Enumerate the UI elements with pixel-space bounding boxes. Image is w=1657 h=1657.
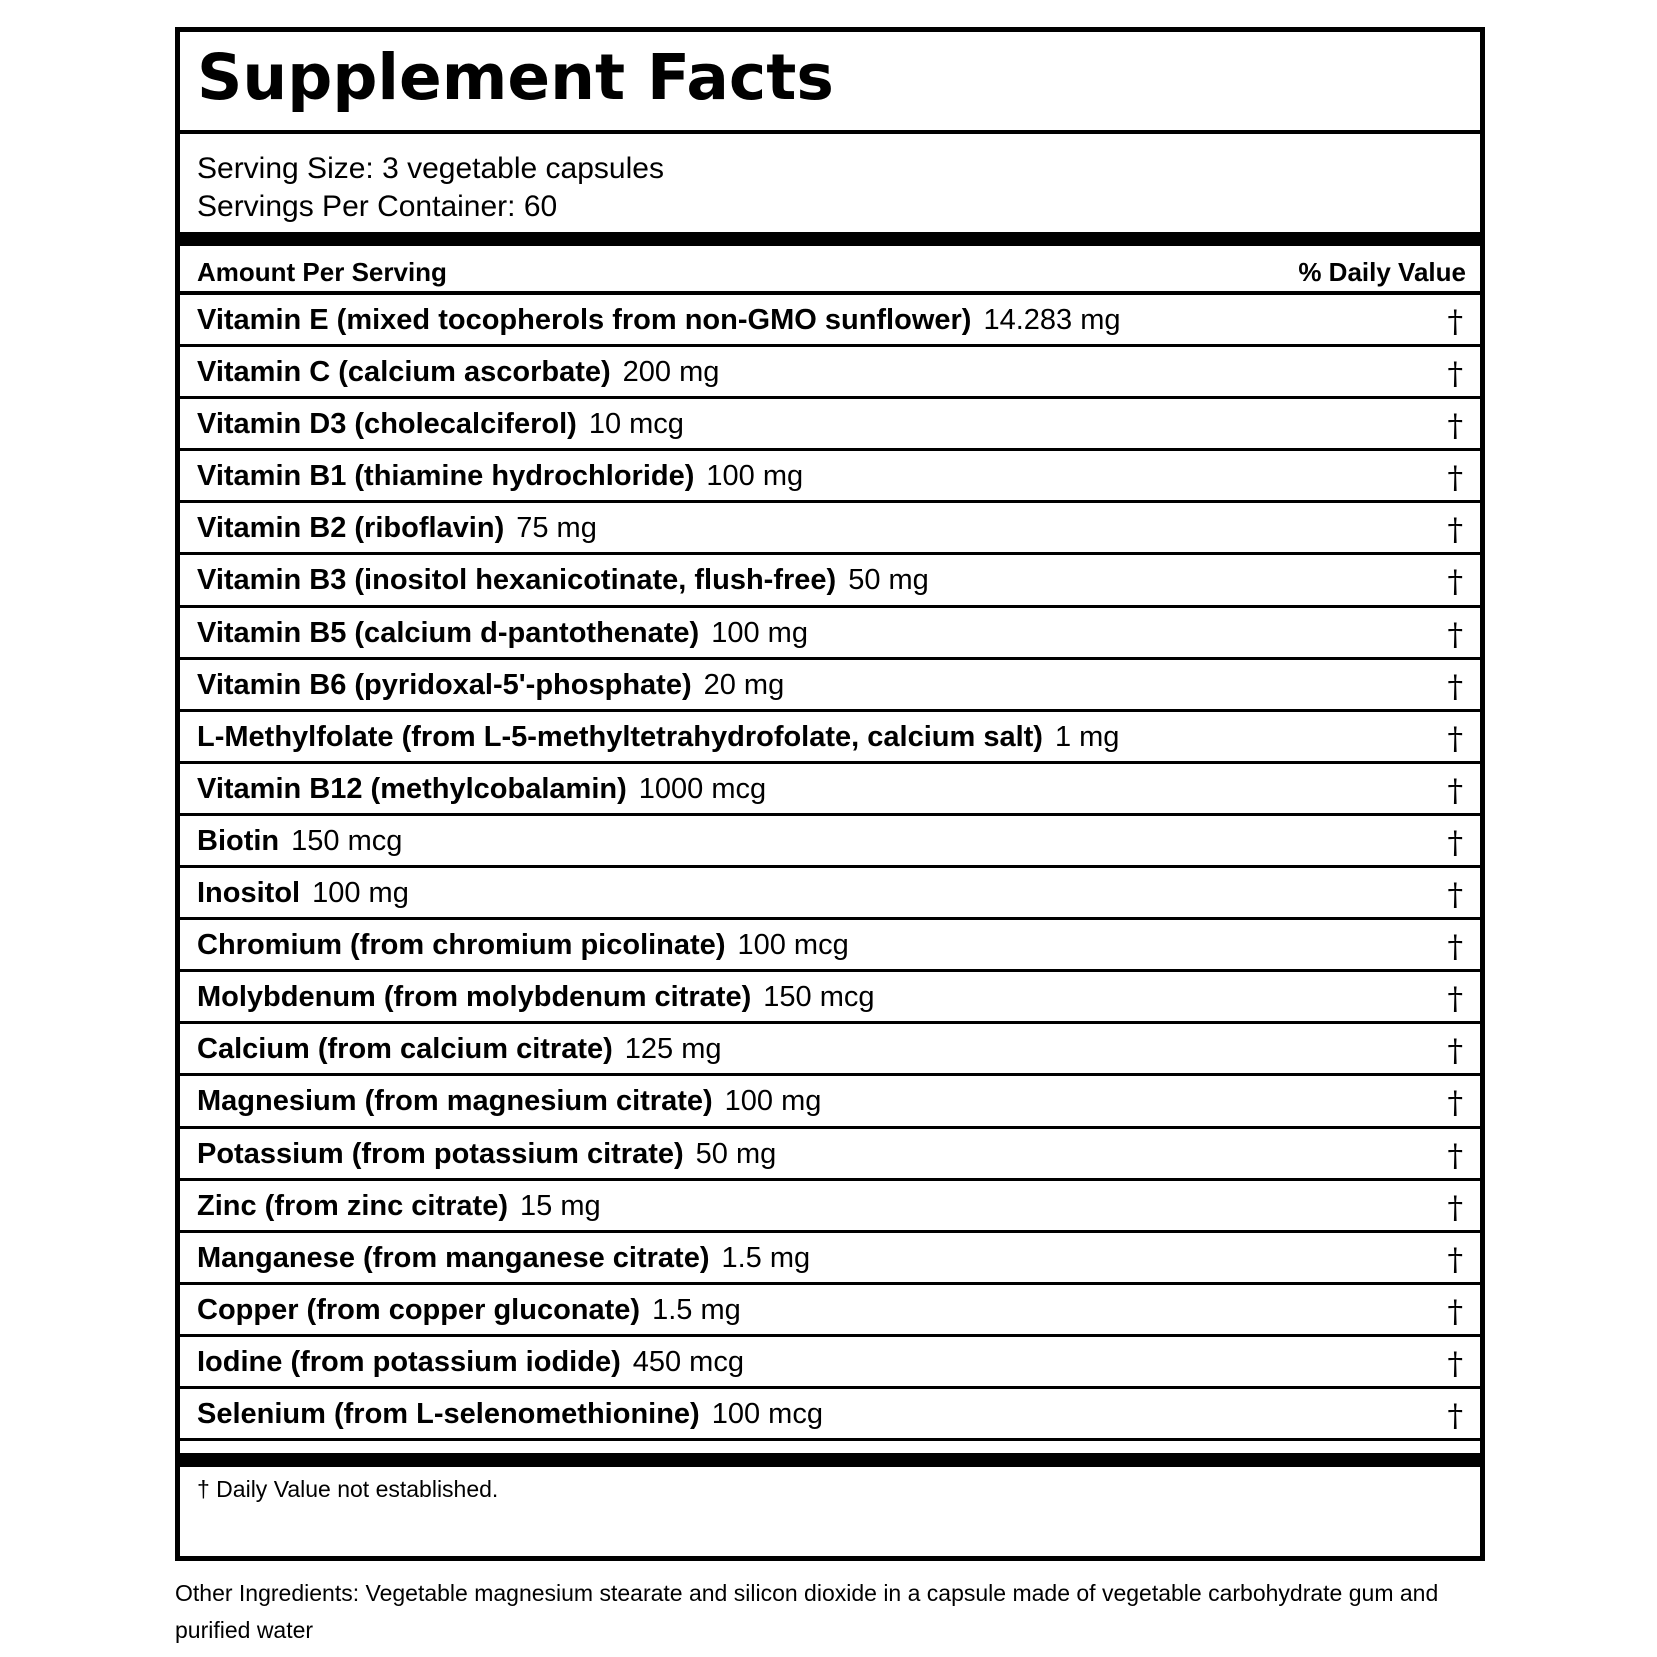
nutrient-label: Biotin: [197, 824, 280, 857]
nutrient-name: [197, 1085, 821, 1118]
nutrient-label: Magnesium (from magnesium citrate): [197, 1085, 713, 1118]
daily-value-dagger: †: [1447, 1033, 1463, 1070]
nutrient-label: Potassium (from potassium citrate): [197, 1137, 684, 1170]
nutrient-name: [197, 512, 597, 545]
nutrient-row: [180, 1285, 1480, 1337]
nutrient-amount: 125 mg: [624, 1033, 722, 1066]
nutrient-name: [197, 1138, 776, 1171]
nutrient-amount: 10 mcg: [588, 408, 684, 441]
daily-value-dagger: †: [1447, 512, 1463, 549]
nutrient-row: [180, 972, 1480, 1024]
nutrient-amount: 1.5 mg: [652, 1293, 741, 1326]
serving-info: [197, 150, 664, 226]
daily-value-dagger: †: [1447, 1085, 1463, 1122]
nutrient-amount: 1000 mcg: [638, 772, 767, 805]
nutrient-row: [180, 1181, 1480, 1233]
nutrient-label: Zinc (from zinc citrate): [197, 1189, 508, 1222]
nutrient-label: Vitamin D3 (cholecalciferol): [197, 408, 577, 441]
nutrient-row: [180, 868, 1480, 920]
nutrient-label: Vitamin B3 (inositol hexanicotinate, flush-free): [197, 564, 837, 597]
servings-per-container: Servings Per Container: 60: [197, 190, 558, 223]
serving-size: Serving Size: 3 vegetable capsules: [197, 152, 664, 185]
nutrient-amount: 14.283 mg: [983, 304, 1121, 336]
nutrient-amount: 200 mg: [622, 356, 720, 389]
nutrient-name: [197, 617, 808, 650]
daily-value-dagger: †: [1447, 981, 1463, 1018]
nutrient-row: [180, 451, 1480, 503]
nutrient-label: Vitamin B12 (methylcobalamin): [197, 772, 627, 805]
nutrient-name: [197, 564, 929, 597]
nutrient-name: [197, 1190, 601, 1223]
nutrient-amount: 100 mcg: [711, 1397, 823, 1430]
daily-value-dagger: †: [1447, 564, 1463, 601]
nutrient-row: [180, 1076, 1480, 1128]
nutrient-name: [197, 773, 766, 806]
nutrient-amount: 150 mcg: [763, 981, 875, 1014]
daily-value-dagger: †: [1447, 668, 1463, 705]
thick-divider-top: [180, 232, 1480, 246]
nutrient-label: L-Methylfolate (from L-5-methyltetrahydrofolate, calcium salt): [197, 720, 1043, 753]
nutrient-label: Vitamin B6 (pyridoxal-5'-phosphate): [197, 668, 692, 701]
nutrient-label: Iodine (from potassium iodide): [197, 1345, 621, 1378]
nutrient-row: [180, 712, 1480, 764]
nutrient-label: Vitamin E (mixed tocopherols from non-GMO sunflower): [197, 304, 972, 336]
nutrient-name: [197, 304, 1121, 337]
nutrient-name: [197, 721, 1119, 754]
nutrient-row: [180, 920, 1480, 972]
nutrient-name: [197, 356, 719, 389]
daily-value-header: % Daily Value: [1298, 257, 1466, 287]
nutrient-name: [197, 460, 803, 493]
nutrient-amount: 1.5 mg: [721, 1241, 811, 1274]
nutrient-name: [197, 929, 849, 962]
thick-divider-bottom: [180, 1453, 1480, 1467]
nutrient-row: [180, 555, 1480, 607]
daily-value-dagger: †: [1447, 1397, 1463, 1434]
nutrient-row: [180, 816, 1480, 868]
other-ingredients: Other Ingredients: Vegetable magnesium stearate and silicon dioxide in a capsule made of vegetable carbohydrate gum and purified water: [175, 1580, 1439, 1643]
nutrient-amount: 100 mg: [724, 1085, 822, 1118]
nutrient-amount: 50 mg: [848, 564, 929, 597]
daily-value-dagger: †: [1447, 1137, 1463, 1174]
nutrient-row: [180, 1337, 1480, 1389]
nutrient-name: [197, 981, 875, 1014]
nutrient-name: [197, 1398, 823, 1431]
nutrient-amount: 20 mg: [703, 668, 785, 701]
nutrient-name: [197, 1033, 722, 1066]
nutrient-name: [197, 1294, 741, 1327]
nutrient-label: Manganese (from manganese citrate): [197, 1241, 710, 1274]
nutrient-amount: 450 mcg: [632, 1345, 744, 1378]
nutrient-amount: 100 mg: [312, 877, 409, 910]
amount-per-serving-header: Amount Per Serving: [197, 257, 447, 287]
daily-value-dagger: †: [1447, 408, 1463, 445]
title-row: [180, 32, 1480, 134]
nutrient-row: [180, 660, 1480, 712]
daily-value-dagger: †: [1447, 616, 1463, 653]
nutrient-row: [180, 295, 1480, 347]
daily-value-dagger: †: [1447, 1345, 1463, 1382]
daily-value-dagger: †: [1447, 772, 1463, 809]
nutrient-label: Vitamin B2 (riboflavin): [197, 512, 505, 545]
nutrient-label: Vitamin B5 (calcium d-pantothenate): [197, 616, 700, 649]
nutrient-amount: 100 mg: [706, 460, 804, 493]
nutrient-label: Calcium (from calcium citrate): [197, 1033, 613, 1066]
nutrient-name: [197, 1242, 810, 1275]
daily-value-dagger: †: [1447, 1189, 1463, 1226]
nutrient-row: [180, 399, 1480, 451]
nutrient-label: Inositol: [197, 877, 301, 910]
nutrient-row: [180, 1129, 1480, 1181]
nutrient-label: Molybdenum (from molybdenum citrate): [197, 981, 752, 1014]
nutrient-row: [180, 1024, 1480, 1076]
nutrient-name: [197, 408, 684, 441]
nutrient-row: [180, 347, 1480, 399]
nutrient-amount: 75 mg: [516, 512, 597, 545]
nutrient-row: [180, 503, 1480, 555]
nutrient-list: [180, 295, 1480, 1441]
daily-value-dagger: †: [1447, 356, 1463, 393]
daily-value-dagger: †: [1447, 1241, 1463, 1278]
nutrient-amount: 100 mcg: [737, 929, 849, 962]
nutrient-label: Chromium (from chromium picolinate): [197, 929, 726, 962]
nutrient-row: [180, 608, 1480, 660]
nutrient-label: Vitamin C (calcium ascorbate): [197, 356, 611, 389]
nutrient-name: [197, 877, 409, 910]
panel-title: Supplement Facts: [197, 41, 834, 114]
daily-value-dagger: †: [1447, 1293, 1463, 1330]
nutrient-amount: 150 mcg: [291, 824, 403, 857]
nutrient-row: [180, 1233, 1480, 1285]
nutrient-name: [197, 825, 402, 858]
daily-value-dagger: †: [1447, 304, 1463, 340]
nutrient-label: Copper (from copper gluconate): [197, 1293, 641, 1326]
daily-value-dagger: †: [1447, 877, 1463, 914]
nutrient-label: Selenium (from L-selenomethionine): [197, 1397, 700, 1430]
nutrient-amount: 100 mg: [711, 616, 808, 649]
nutrient-name: [197, 1346, 744, 1379]
nutrient-row: [180, 1389, 1480, 1441]
daily-value-footnote: † Daily Value not established.: [197, 1476, 499, 1502]
nutrient-name: [197, 669, 784, 702]
nutrient-amount: 50 mg: [695, 1137, 777, 1170]
supplement-facts-panel: [175, 27, 1485, 1561]
nutrient-row: [180, 764, 1480, 816]
nutrient-label: Vitamin B1 (thiamine hydrochloride): [197, 460, 695, 493]
daily-value-dagger: †: [1447, 929, 1463, 966]
nutrient-amount: 15 mg: [520, 1189, 601, 1222]
nutrient-amount: 1 mg: [1054, 720, 1120, 753]
column-header-row: [180, 246, 1480, 295]
daily-value-dagger: †: [1447, 720, 1463, 757]
daily-value-dagger: †: [1447, 824, 1463, 861]
daily-value-dagger: †: [1447, 460, 1463, 497]
